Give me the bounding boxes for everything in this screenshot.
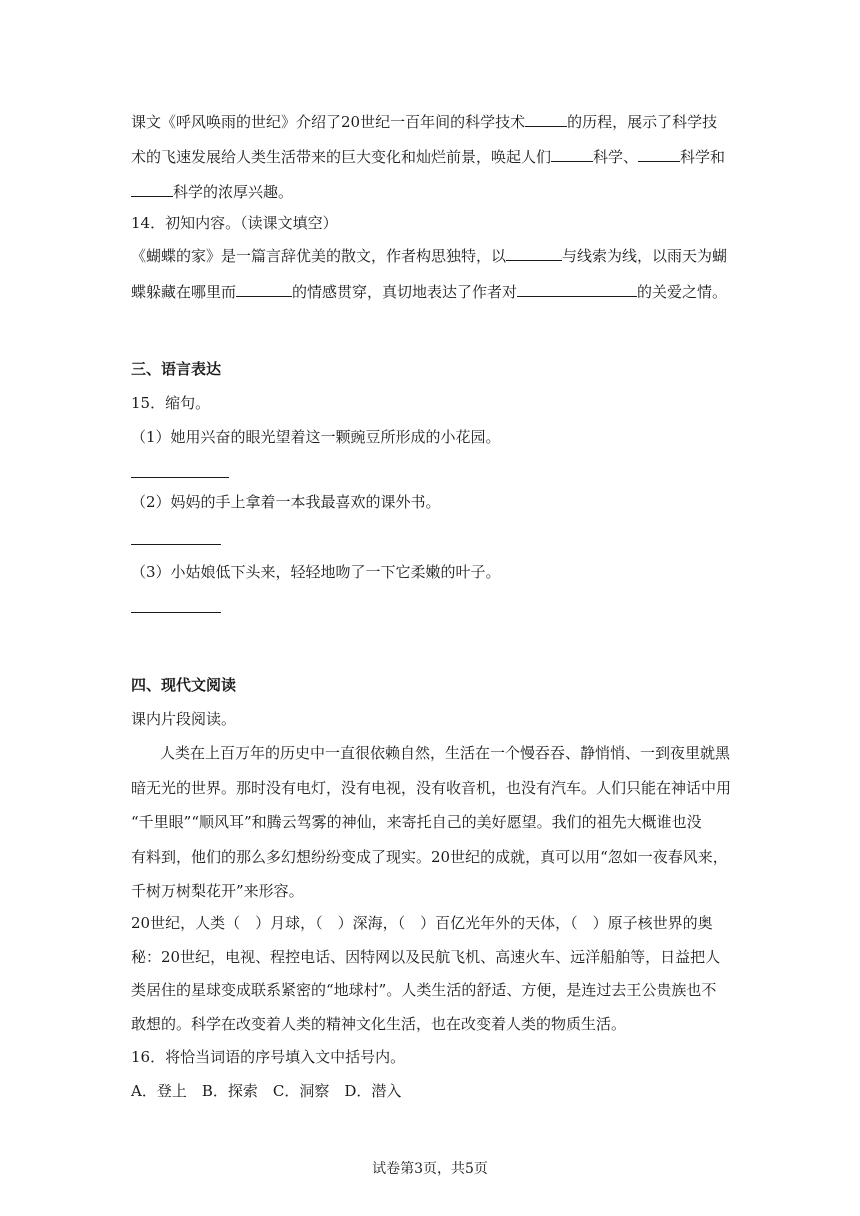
q13-text-1b: 的历程，展示了科学技 [567, 113, 718, 131]
q13-line-1 [131, 112, 717, 132]
section-heading-3: 三、语言表达 [131, 360, 222, 378]
q14-text-1b: 与线索为线，以雨天为蝴 [562, 247, 728, 265]
passage-line: “千里眼”“顺风耳”和腾云驾雾的神仙，来寄托自己的美好愿望。我们的祖先大概谁也没 [131, 813, 702, 831]
blank [525, 112, 567, 127]
passage-line: 类居住的星球变成联系紧密的“地球村”。人类生活的舒适、方便，是连过去王公贵族也不 [131, 981, 717, 999]
q14-text-2b: 的情感贯穿，真切地表达了作者对 [292, 283, 518, 301]
blank [638, 147, 680, 162]
q16-options: A．登上 B．探索 C．洞察 D．潜入 [131, 1082, 402, 1100]
passage-line: 秘：20世纪，电视、程控电话、因特网以及民航飞机、高速火车、远洋船舶等，日益把人 [131, 948, 721, 966]
q13-text-2b: 科学、 [593, 148, 639, 166]
q14-line-2 [131, 282, 727, 302]
passage-line: 敢想的。科学在改变着人类的精神文化生活，也在改变着人类的物质生活。 [131, 1015, 627, 1033]
passage-line: 有料到，他们的那么多幻想纷纷变成了现实。20世纪的成就，真可以用“忽如一夜春风来， [131, 848, 728, 866]
blank [131, 182, 173, 197]
reading-intro: 课内片段阅读。 [131, 710, 237, 728]
page-footer: 试卷第3页，共5页 [372, 1161, 488, 1177]
q13-line-3 [131, 182, 293, 202]
q15-item-3: （3）小姑娘低下头来，轻轻地吻了一下它柔嫩的叶子。 [131, 563, 501, 581]
answer-line [131, 612, 221, 613]
q13-text-2a: 术的飞速发展给人类生活带来的巨大变化和灿烂前景，唤起人们 [131, 148, 552, 166]
passage-line: 千树万树梨花开”来形容。 [131, 882, 304, 900]
passage-line: 暗无光的世界。那时没有电灯，没有电视，没有收音机，也没有汽车。人们只能在神话中用 [131, 779, 732, 797]
section-heading-4: 四、现代文阅读 [131, 676, 237, 694]
q15-title: 15．缩句。 [131, 394, 211, 412]
blank [236, 282, 292, 297]
blank [506, 246, 562, 261]
blank [517, 282, 637, 297]
q14-text-2c: 的关爱之情。 [637, 283, 728, 301]
q14-text-1a: 《蝴蝶的家》是一篇言辞优美的散文，作者构思独特，以 [131, 247, 507, 265]
q13-text-1a: 课文《呼风唤雨的世纪》介绍了20世纪一百年间的科学技术 [131, 113, 526, 131]
passage-line: 人类在上百万年的历史中一直很依赖自然，生活在一个慢吞吞、静悄悄、一到夜里就黑 [160, 744, 731, 762]
answer-line [131, 477, 229, 478]
q13-line-2 [131, 147, 725, 167]
q14-text-2a: 蝶躲藏在哪里而 [131, 283, 237, 301]
q14-title: 14．初知内容。（读课文填空） [131, 214, 338, 232]
q13-text-2c: 科学和 [680, 148, 726, 166]
q13-text-3b: 科学的浓厚兴趣。 [173, 183, 294, 201]
q15-item-2: （2）妈妈的手上拿着一本我最喜欢的课外书。 [131, 493, 441, 511]
blank [551, 147, 593, 162]
answer-line [131, 544, 221, 545]
passage-line: 20世纪，人类（ ）月球，（ ）深海，（ ）百亿光年外的天体，（ ）原子核世界的奥 [131, 914, 713, 932]
q14-line-1 [131, 246, 727, 266]
q15-item-1: （1）她用兴奋的眼光望着这一颗豌豆所形成的小花园。 [131, 428, 501, 446]
q16-title: 16．将恰当词语的序号填入文中括号内。 [131, 1048, 406, 1066]
